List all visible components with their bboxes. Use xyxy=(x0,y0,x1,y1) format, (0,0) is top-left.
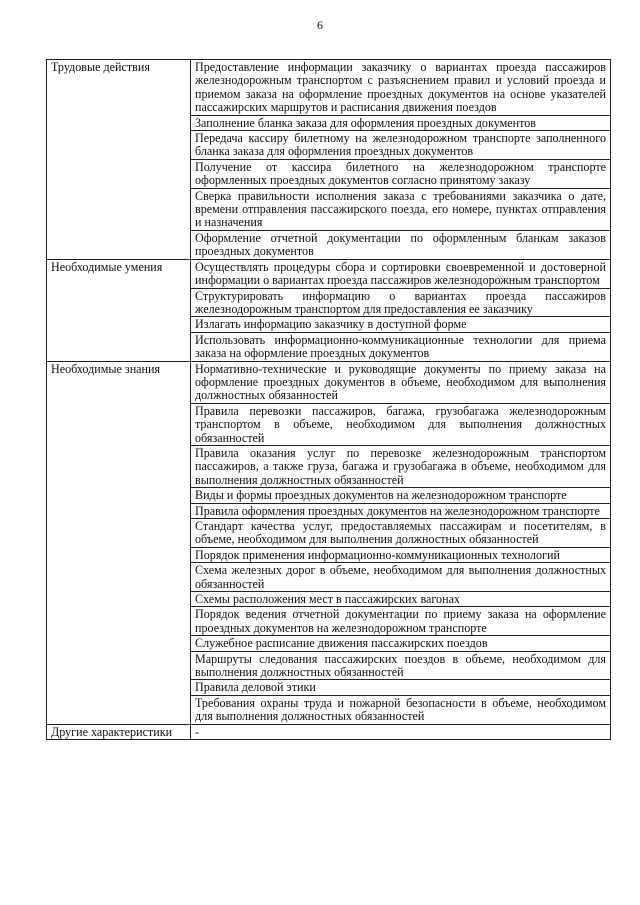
table-cell: Правила оказания услуг по перевозке железнодорожным транспортом пассажиров, а также груза, багажа и грузобагажа в объеме, необходимом для выполнения должностных обязанностей xyxy=(191,445,611,487)
table-cell: Нормативно-технические и руководящие документы по приему заказа на оформление проездных документов в объеме, необходимом для выполнения должностных обязанностей xyxy=(191,361,611,403)
table-cell: Требования охраны труда и пожарной безопасности в объеме, необходимом для выполнения должностных обязанностей xyxy=(191,695,611,724)
requirements-table-body xyxy=(47,60,611,740)
table-cell: Передача кассиру билетному на железнодорожном транспорте заполненного бланка заказа для оформления проездных документов xyxy=(191,131,611,160)
table-row xyxy=(47,60,611,116)
section-label-required-skills: Необходимые умения xyxy=(47,259,191,361)
table-row xyxy=(47,724,611,739)
table-cell: Виды и формы проездных документов на железнодорожном транспорте xyxy=(191,488,611,503)
table-cell: Использовать информационно-коммуникационные технологии для приема заказа на оформление проездных документов xyxy=(191,332,611,361)
table-cell: Схема железных дорог в объеме, необходимом для выполнения должностных обязанностей xyxy=(191,563,611,592)
table-cell: Служебное расписание движения пассажирских поездов xyxy=(191,636,611,651)
table-cell: Правила перевозки пассажиров, багажа, грузобагажа железнодорожным транспортом в объеме, необходимом для выполнения должностных обязанностей xyxy=(191,403,611,445)
table-cell: Оформление отчетной документации по оформленным бланкам заказов проездных документов xyxy=(191,230,611,259)
table-cell: Порядок ведения отчетной документации по приему заказа на оформление проездных документов на железнодорожном транспорте xyxy=(191,607,611,636)
section-label-required-knowledge: Необходимые знания xyxy=(47,361,191,724)
page-number: 6 xyxy=(317,18,323,32)
table-cell: Предоставление информации заказчику о вариантах проезда пассажиров железнодорожным транспортом с разъяснением правил и условий проезда и приемом заказа на оформление проездных документов на основе указателей пассажирских маршрутов и расписания движения поездов xyxy=(191,60,611,116)
table-cell: Правила оформления проездных документов на железнодорожном транспорте xyxy=(191,503,611,518)
table-cell: Правила деловой этики xyxy=(191,680,611,695)
table-row xyxy=(47,361,611,403)
table-cell: Структурировать информацию о вариантах проезда пассажиров железнодорожным транспортом для предоставления ее заказчику xyxy=(191,288,611,317)
table-row xyxy=(47,259,611,288)
table-cell: Маршруты следования пассажирских поездов в объеме, необходимом для выполнения должностных обязанностей xyxy=(191,651,611,680)
table-cell: Осуществлять процедуры сбора и сортировки своевременной и достоверной информации о вариантах проезда пассажиров железнодорожным транспортом xyxy=(191,259,611,288)
table-cell: Схемы расположения мест в пассажирских вагонах xyxy=(191,592,611,607)
table-cell: Сверка правильности исполнения заказа с требованиями заказчика о дате, времени отправления пассажирского поезда, его номере, пунктах отправления и назначения xyxy=(191,188,611,230)
table-cell: Стандарт качества услуг, предоставляемых пассажирам и посетителям, в объеме, необходимом для выполнения должностных обязанностей xyxy=(191,519,611,548)
table-cell: Заполнение бланка заказа для оформления проездных документов xyxy=(191,115,611,130)
table-cell: - xyxy=(191,724,611,739)
section-label-other-characteristics: Другие характеристики xyxy=(47,724,191,739)
requirements-table xyxy=(46,59,611,740)
section-label-labor-actions: Трудовые действия xyxy=(47,60,191,260)
table-cell: Излагать информацию заказчику в доступной форме xyxy=(191,317,611,332)
table-cell: Получение от кассира билетного на железнодорожном транспорте оформленных проездных документов согласно принятому заказу xyxy=(191,159,611,188)
table-cell: Порядок применения информационно-коммуникационных технологий xyxy=(191,547,611,562)
